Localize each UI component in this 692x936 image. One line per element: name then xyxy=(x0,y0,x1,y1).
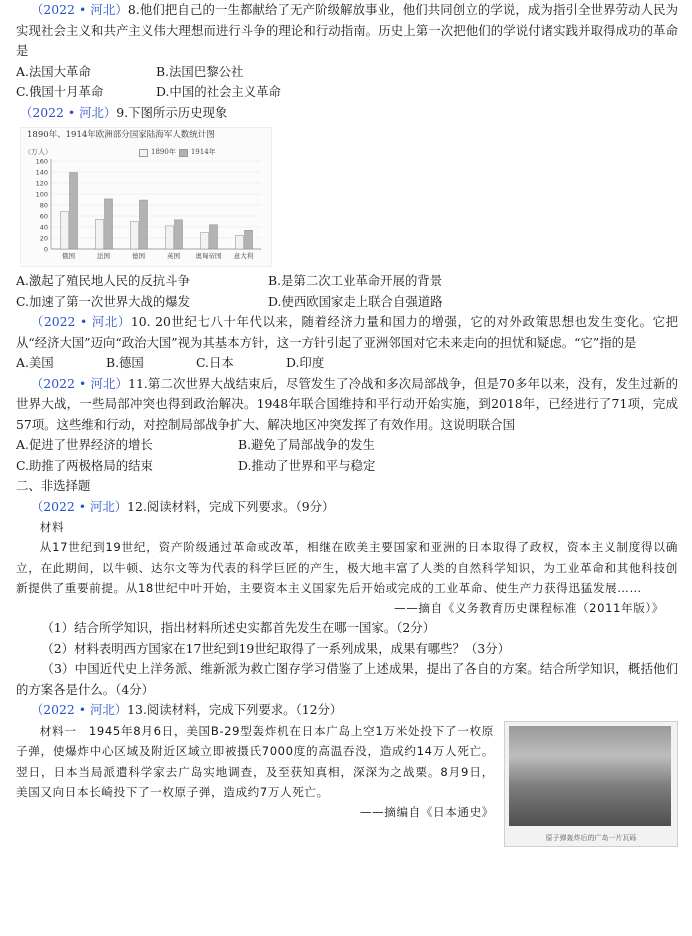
option-a[interactable]: A.激起了殖民地人民的反抗斗争 xyxy=(16,273,190,288)
option-d[interactable]: D.中国的社会主义革命 xyxy=(156,84,281,99)
y-tick-label: 80 xyxy=(39,201,48,210)
y-tick-label: 20 xyxy=(39,234,48,243)
question-13-tag: （2022 • 河北） xyxy=(30,702,128,718)
question-9-tag: （2022 • 河北） xyxy=(20,104,117,120)
material-label: 材料 xyxy=(39,520,65,534)
question-12-sub-2: （2）材料表明西方国家在17世纪到19世纪取得了一系列成果，成果有哪些？（3分） xyxy=(41,640,510,656)
option-a[interactable]: A.促进了世界经济的增长 xyxy=(16,437,153,452)
option-c[interactable]: C.加速了第一次世界大战的爆发 xyxy=(16,293,191,309)
x-tick-label: 奥匈帝国 xyxy=(195,252,222,260)
y-tick-label: 0 xyxy=(43,245,48,254)
option-d[interactable]: D.使西欧国家走上联合自强道路 xyxy=(268,293,443,309)
bar-1914 xyxy=(70,173,78,249)
bar-1890 xyxy=(201,233,209,250)
question-11-stem: （2022 • 河北）11.第二次世界大战结束后，尽管发生了冷战和多次局部战争，但是70多年以来，没有，发生过新的世界大战，一些局部冲突也得到政治解决。1948年联合国维持和平行动开始实施，到2018年，已经进行了71项，完成57项。这些维和行动，对控制局部战争扩大、解决地区冲突发挥了有效作用。这说明联合国 xyxy=(16,375,678,432)
x-tick-label: 俄国 xyxy=(62,252,75,260)
chart-ylabel: （万人） xyxy=(24,148,52,156)
option-d[interactable]: D.推动了世界和平与稳定 xyxy=(238,457,376,473)
question-13-material: 材料一 1945年8月6日，美国B-29型轰炸机在日本广岛上空1万米处投下了一枚原子弹，使爆炸中心区域及附近区域立即被摄氏7000度的高温吞没，造成约14万人死亡。翌日，日本当局派遣科学家去广岛实地调查，及至获知真相，深深为之战栗。8月9日，美国又向日本长崎投下了一枚原子弹，造成约7万人死亡。 xyxy=(16,723,494,799)
hiroshima-photo xyxy=(504,721,678,847)
photo-caption: 原子弹轰炸后的广岛一片瓦砾 xyxy=(545,833,637,842)
question-11 xyxy=(16,374,678,477)
y-tick-label: 60 xyxy=(39,212,48,221)
photo-image xyxy=(509,726,671,826)
option-c[interactable]: C.俄国十月革命 xyxy=(16,84,104,99)
x-tick-label: 意大利 xyxy=(233,252,254,260)
option-c[interactable]: C.助推了两极格局的结束 xyxy=(16,457,153,473)
bar-1914 xyxy=(105,199,113,249)
bar-1914 xyxy=(175,220,183,249)
y-tick-label: 160 xyxy=(35,157,48,166)
option-a[interactable]: A.美国 xyxy=(16,355,54,370)
question-10-stem: （2022 • 河北）10. 20世纪七八十年代以来，随着经济力量和国力的增强，它的对外政策思想也发生变化。它把从“经济大国”迈向“政治大国”视为其基本方针，这一方针引起了亚洲邻国对它未来走向的担忧和疑虑。“它”指的是 xyxy=(16,314,678,350)
question-12-stem: （2022 • 河北）12.阅读材料，完成下列要求。（9分） xyxy=(30,498,335,514)
army-size-chart xyxy=(20,127,272,267)
legend-1914: 1914年 xyxy=(190,148,216,156)
question-12-sub-1: （1）结合所学知识，指出材料所述史实都首先发生在哪一国家。（2分） xyxy=(41,620,436,636)
question-11-options xyxy=(16,435,678,456)
question-10-options xyxy=(16,353,678,374)
question-13 xyxy=(16,700,678,842)
y-tick-label: 100 xyxy=(35,190,48,199)
option-a[interactable]: A.法国大革命 xyxy=(16,63,91,79)
question-13-stem: （2022 • 河北）13.阅读材料，完成下列要求。（12分） xyxy=(30,702,343,718)
section-heading: 二、非选择题 xyxy=(16,478,91,493)
option-b[interactable]: B.法国巴黎公社 xyxy=(156,63,244,79)
bar-1914 xyxy=(140,200,148,249)
bar-1890 xyxy=(131,222,139,250)
question-9-options xyxy=(16,271,678,292)
option-b[interactable]: B.避免了局部战争的发生 xyxy=(238,437,375,452)
chart-plot xyxy=(21,128,271,266)
option-c[interactable]: C.日本 xyxy=(196,355,234,370)
legend-1890: 1890年 xyxy=(151,148,176,156)
question-12 xyxy=(16,497,678,701)
question-12-tag: （2022 • 河北） xyxy=(30,498,128,514)
y-tick-label: 120 xyxy=(35,179,48,188)
question-12-source: ——摘自《义务教育历史课程标准（2011年版）》 xyxy=(394,601,664,616)
chart-title: 1890年、1914年欧洲部分国家陆海军人数统计图 xyxy=(27,130,215,140)
question-12-material: 从17世纪到19世纪，资产阶级通过革命或改革，相继在欧美主要国家和亚洲的日本取得了政权，资本主义制度得以确立，在此期间，以牛顿、达尔文等为代表的科学巨匠的产生，极大地丰富了人类的自然科学知识，为工业革命和其他科技创新提供了重要前提。从18世纪中叶开始，主要资本主义国家先后开始或完成的工业革命、使生产力获得迅猛发展…… xyxy=(16,540,678,595)
bar-1914 xyxy=(210,225,218,249)
x-tick-label: 法国 xyxy=(97,252,110,260)
option-b[interactable]: B.是第二次工业革命开展的背景 xyxy=(268,273,443,288)
y-tick-label: 40 xyxy=(39,223,48,232)
option-d[interactable]: D.印度 xyxy=(286,355,325,370)
question-9 xyxy=(16,103,678,313)
option-b[interactable]: B.德国 xyxy=(106,355,144,370)
question-12-sub-3: （3）中国近代史上洋务派、维新派为救亡图存学习借鉴了上述成果，提出了各自的方案。结合所学知识，概括他们的方案各是什么。（4分） xyxy=(16,661,678,697)
bar-1890 xyxy=(96,219,104,249)
question-11-tag: （2022 • 河北） xyxy=(30,375,129,391)
bar-1890 xyxy=(61,212,69,249)
question-10 xyxy=(16,312,678,374)
question-13-source: ——摘编自《日本通史》 xyxy=(359,805,494,820)
exam-page xyxy=(16,0,678,842)
y-tick-label: 140 xyxy=(35,168,48,177)
question-8-options xyxy=(16,62,678,83)
bar-1890 xyxy=(236,235,244,249)
x-tick-label: 德国 xyxy=(132,252,145,260)
question-8-stem: （2022 • 河北）8.他们把自己的一生都献给了无产阶级解放事业，他们共同创立的学说，成为指引全世界劳动人民为实现社会主义和共产主义伟大理想而进行斗争的理论和行动指南。历史上第一次把他们的学说付诸实践并取得成功的革命是 xyxy=(16,2,678,58)
question-8 xyxy=(16,0,678,103)
bar-1890 xyxy=(166,226,174,249)
question-8-tag: （2022 • 河北） xyxy=(30,2,128,17)
bar-1914 xyxy=(245,230,253,249)
x-tick-label: 英国 xyxy=(167,252,180,260)
question-9-stem: （2022 • 河北）9.下图所示历史现象 xyxy=(20,104,228,120)
question-10-tag: （2022 • 河北） xyxy=(30,314,131,329)
